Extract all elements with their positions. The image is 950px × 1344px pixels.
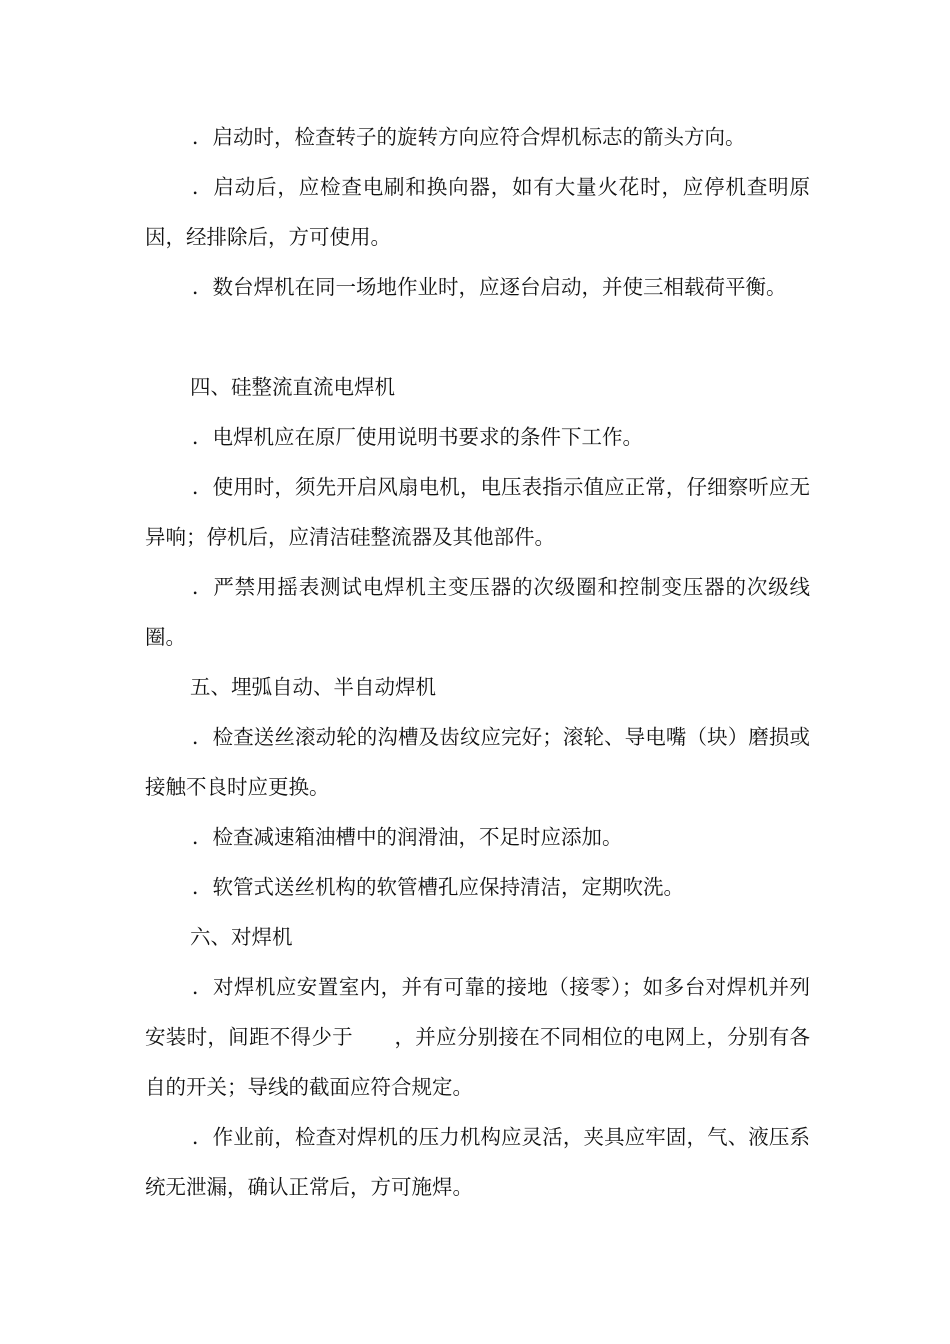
- paragraph-hose-cleaning: ．软管式送丝机构的软管槽孔应保持清洁，定期吹洗。: [192, 875, 684, 899]
- paragraph-rotation-direction: ．启动时，检查转子的旋转方向应符合焊机标志的箭头方向。: [192, 125, 746, 149]
- section-heading-butt-welder: 六、对焊机: [190, 925, 293, 949]
- paragraph-gearbox-oil: ．检查减速箱油槽中的润滑油，不足时应添加。: [192, 825, 623, 849]
- paragraph-pre-operation-check: ．作业前，检查对焊机的压力机构应灵活，夹具应牢固，气、液压系统无泄漏，确认正常后，方可施焊。: [145, 1125, 810, 1199]
- paragraph-load-balance: ．数台焊机在同一场地作业时，应逐台启动，并使三相载荷平衡。: [192, 275, 787, 299]
- paragraph-manual-conditions: ．电焊机应在原厂使用说明书要求的条件下工作。: [192, 425, 643, 449]
- paragraph-feed-roller: ．检查送丝滚动轮的沟槽及齿纹应完好；滚轮、导电嘴（块）磨损或接触不良时应更换。: [145, 725, 810, 799]
- paragraph-brush-check: ．启动后，应检查电刷和换向器，如有大量火花时，应停机查明原因，经排除后，方可使用。: [145, 175, 810, 249]
- section-heading-silicon-rectifier: 四、硅整流直流电焊机: [190, 375, 395, 399]
- paragraph-installation: ．对焊机应安置室内，并有可靠的接地（接零）；如多台对焊机并列安装时，间距不得少于 ，并应分别接在不同相位的电网上，分别有各自的开关；导线的截面应符合规定。: [145, 975, 810, 1099]
- paragraph-megger-prohibition: ．严禁用摇表测试电焊机主变压器的次级圈和控制变压器的次级线圈。: [145, 575, 810, 649]
- paragraph-fan-motor: ．使用时，须先开启风扇电机，电压表指示值应正常，仔细察听应无异响；停机后，应清洁硅整流器及其他部件。: [145, 475, 810, 549]
- section-heading-submerged-arc: 五、埋弧自动、半自动焊机: [190, 675, 436, 699]
